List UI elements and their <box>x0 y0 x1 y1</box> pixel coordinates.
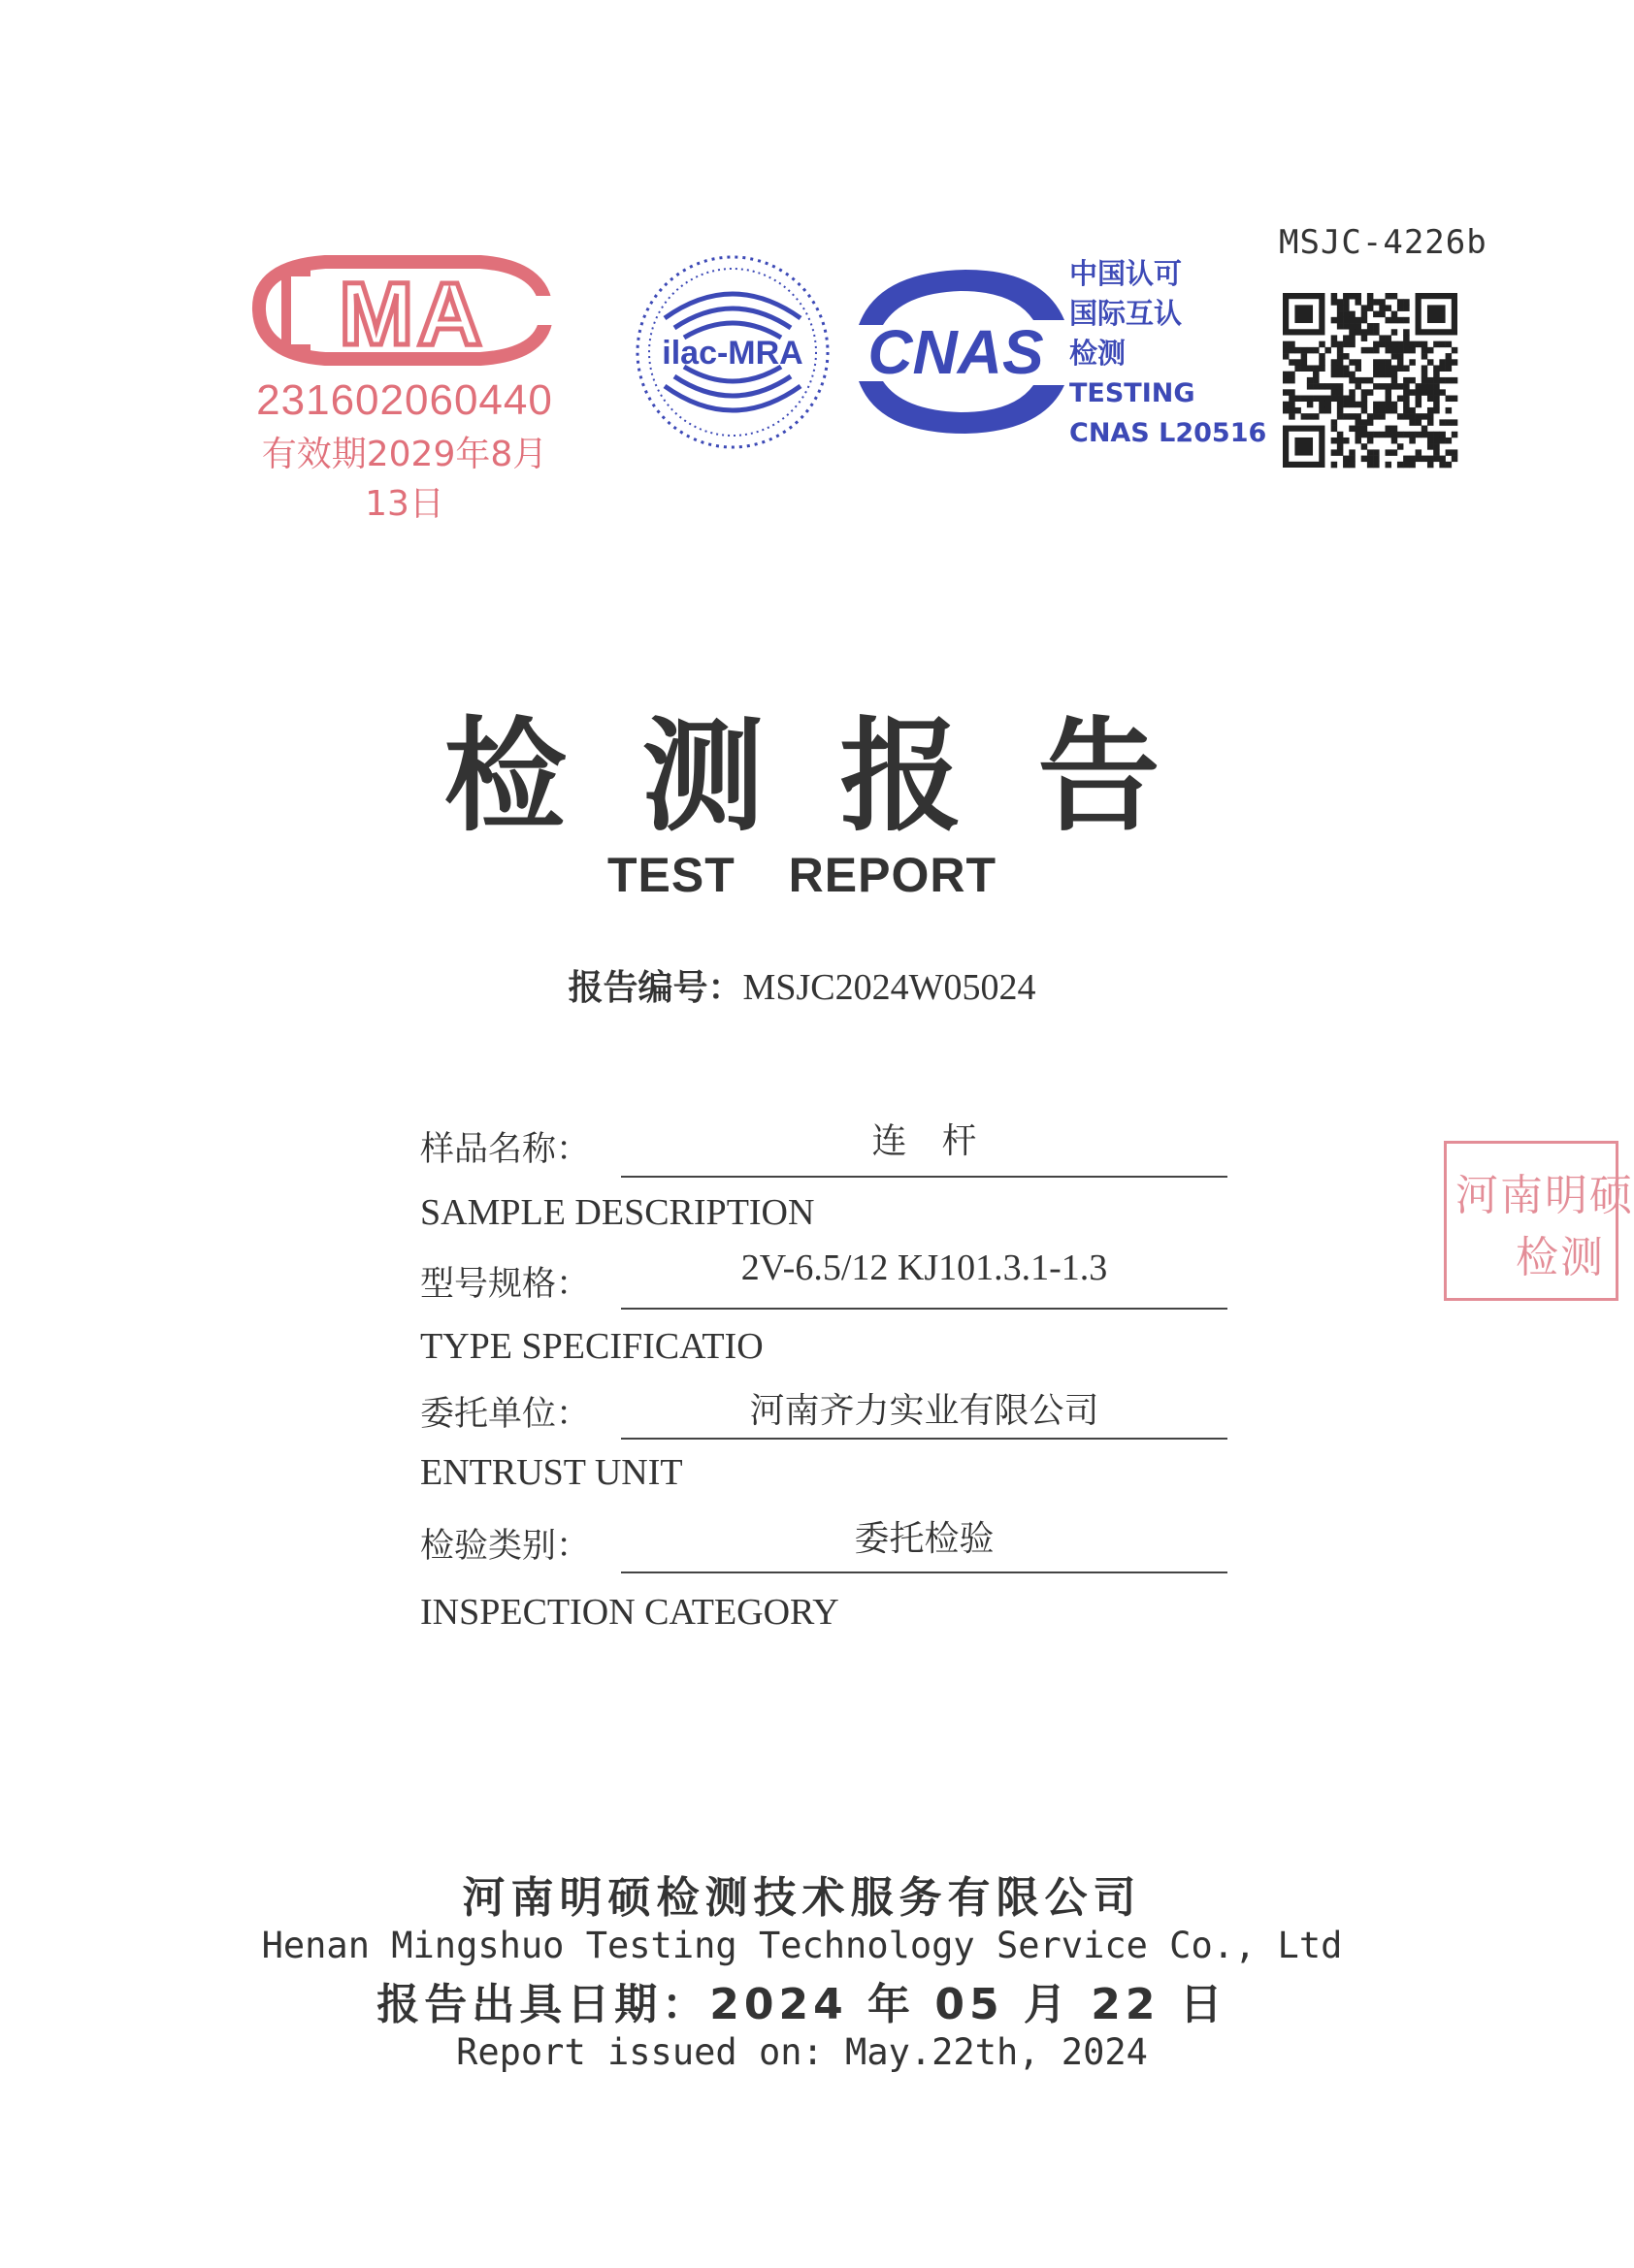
cnas-line-3: 检测 <box>1069 337 1127 370</box>
ilac-mra-logo <box>631 250 834 454</box>
svg-text:ilac-MRA: ilac-MRA <box>662 335 803 372</box>
company-name-en: Henan Mingshuo Testing Technology Service Co., Ltd <box>261 1925 1343 1966</box>
cnas-logo <box>839 267 1072 437</box>
field-label-entrust-en: ENTRUST UNIT <box>420 1452 683 1493</box>
cma-valid-until: 有效期2029年8月13日 <box>261 435 548 524</box>
field-value-type: 2V-6.5/12 KJ101.3.1-1.3 <box>740 1247 1108 1288</box>
svg-text:CNAS: CNAS <box>867 317 1044 387</box>
field-label-category-cn: 检验类别： <box>420 1527 591 1566</box>
report-number-value: MSJC2024W05024 <box>742 967 1036 1008</box>
field-label-type-en: TYPE SPECIFICATIO <box>420 1326 764 1367</box>
report-number-label: 报告编号： <box>568 968 743 1008</box>
cma-cert-number: 231602060440 <box>256 376 553 424</box>
field-value-entrust: 河南齐力实业有限公司 <box>749 1391 1099 1431</box>
field-underline <box>621 1176 1227 1178</box>
field-underline <box>621 1438 1227 1440</box>
field-label-type-cn: 型号规格： <box>420 1265 591 1304</box>
field-underline <box>621 1308 1227 1310</box>
field-label-entrust-cn: 委托单位： <box>420 1395 591 1434</box>
issue-date-cn: 报告出具日期：2024 年 05 月 22 日 <box>376 1980 1227 2029</box>
field-label-category-en: INSPECTION CATEGORY <box>420 1592 839 1633</box>
issue-date-en: Report issued on: May.22th, 2024 <box>456 2031 1148 2073</box>
field-underline <box>621 1571 1227 1573</box>
field-value-category: 委托检验 <box>854 1519 995 1559</box>
seal-text-line-2: 检测 <box>1516 1233 1605 1282</box>
page-title-cn: 检测报告 <box>443 704 1236 848</box>
field-label-sample-en: SAMPLE DESCRIPTION <box>420 1192 815 1233</box>
page-title-en: TEST REPORT <box>606 848 997 902</box>
field-label-sample-cn: 样品名称： <box>420 1130 591 1169</box>
cnas-line-2: 国际互认 <box>1069 297 1183 330</box>
cnas-line-4: TESTING <box>1069 378 1195 408</box>
svg-text:MA: MA <box>339 265 486 364</box>
report-number <box>0 960 1604 1010</box>
seal-text-line-1: 河南明硕 <box>1455 1171 1634 1220</box>
document-code: MSJC-4226b <box>1279 223 1487 262</box>
company-name-cn: 河南明硕检测技术服务有限公司 <box>462 1873 1142 1923</box>
cnas-line-5: CNAS L20516 <box>1069 418 1267 448</box>
qr-code-icon[interactable] <box>1283 293 1457 468</box>
cnas-line-1: 中国认可 <box>1069 257 1183 290</box>
cnas-accreditation-text <box>1069 254 1267 453</box>
field-value-sample: 连 杆 <box>871 1121 977 1161</box>
